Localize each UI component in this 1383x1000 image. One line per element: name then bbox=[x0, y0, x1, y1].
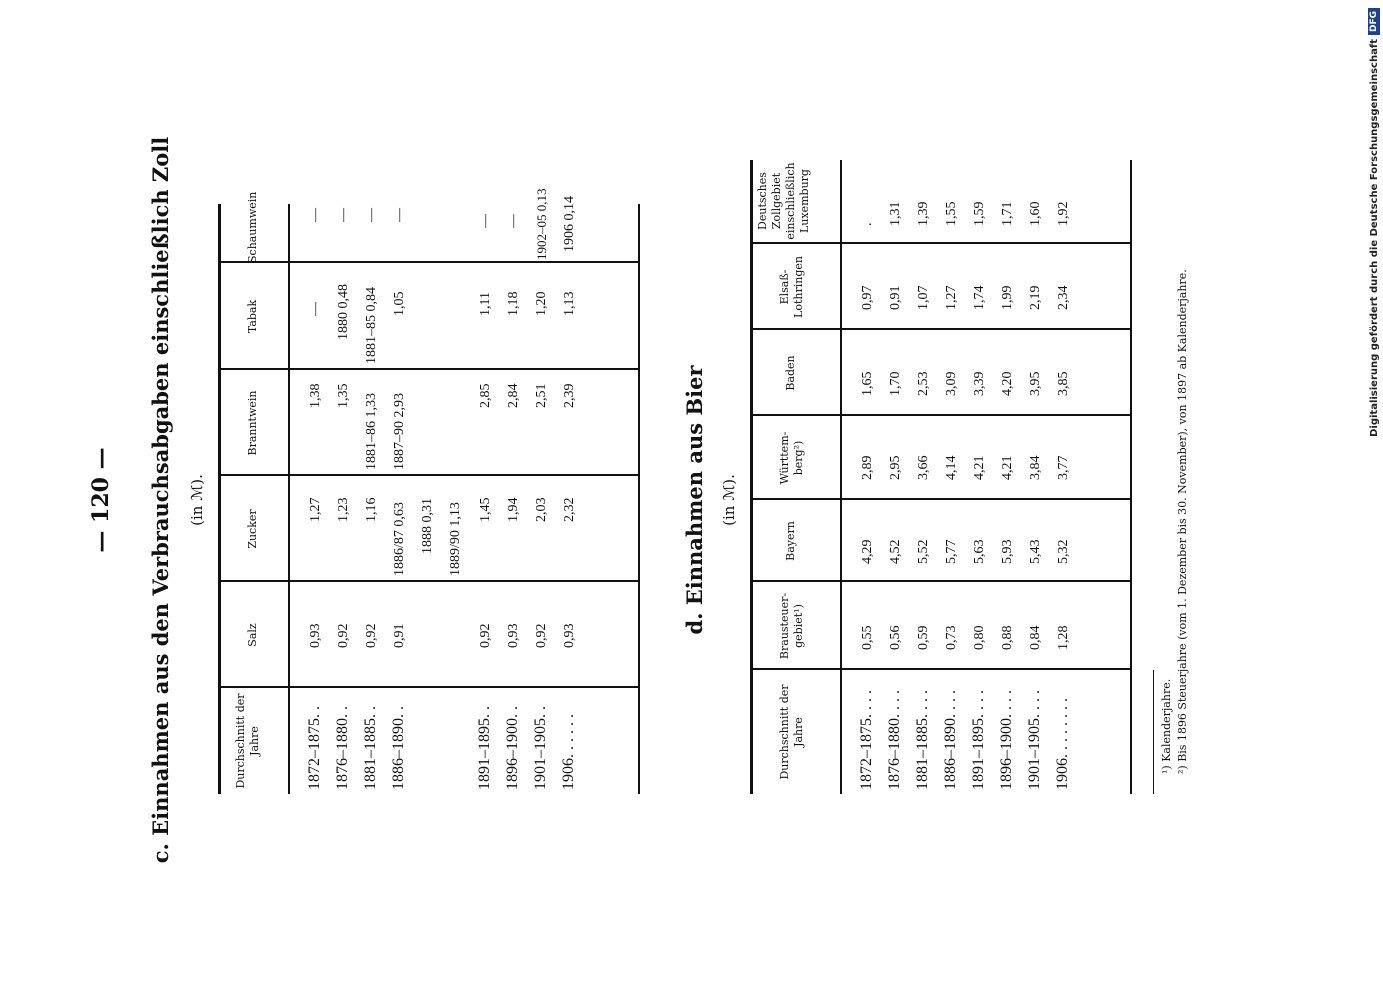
tabak-cell: — bbox=[308, 302, 323, 316]
year-cell: 1876–1880. . bbox=[334, 706, 351, 790]
zucker-cell: 1888 0,31 bbox=[420, 498, 435, 554]
year-cell: 1881–1885. . . . bbox=[914, 690, 931, 790]
table-rule-header bbox=[840, 160, 842, 794]
footnote-rule bbox=[1153, 670, 1154, 794]
schaumwein-cell: 1906 0,14 bbox=[562, 196, 577, 252]
schaumwein-cell: — bbox=[336, 208, 351, 222]
schaumwein-cell: — bbox=[392, 208, 407, 222]
zucker-cell: 1,23 bbox=[336, 497, 351, 522]
value-cell: 5,63 bbox=[972, 539, 987, 564]
value-cell: 0,73 bbox=[944, 625, 959, 650]
watermark-text: Digitalisierung gefördert durch die Deutsche Forschungsgemeinschaft bbox=[1368, 39, 1380, 437]
year-cell: 1881–1885. . bbox=[362, 706, 379, 790]
col-divider bbox=[750, 242, 1132, 244]
branntwein-cell: 1887–90 2,93 bbox=[392, 393, 407, 470]
value-cell: 4,21 bbox=[972, 455, 987, 480]
tabak-cell: 1,05 bbox=[392, 291, 407, 316]
table-rule-bottom bbox=[1130, 160, 1132, 794]
col-divider bbox=[750, 668, 1132, 670]
year-cell: 1896–1900. . bbox=[504, 706, 521, 790]
year-cell: 1872–1875. . bbox=[306, 706, 323, 790]
salz-cell: 0,91 bbox=[392, 623, 407, 648]
value-cell: 3,39 bbox=[972, 371, 987, 396]
value-cell: 5,93 bbox=[1000, 539, 1015, 564]
header-branntwein: Branntwein bbox=[246, 390, 259, 456]
value-cell: 0,84 bbox=[1028, 625, 1043, 650]
salz-cell: 0,92 bbox=[336, 623, 351, 648]
value-cell: 0,55 bbox=[860, 625, 875, 650]
zucker-cell: 2,03 bbox=[534, 497, 549, 522]
value-cell: 1,60 bbox=[1028, 201, 1043, 226]
value-cell: 2,34 bbox=[1056, 285, 1071, 310]
value-cell: 0,88 bbox=[1000, 625, 1015, 650]
value-cell: 3,85 bbox=[1056, 371, 1071, 396]
header-baden: Baden bbox=[784, 355, 797, 391]
value-cell: 3,66 bbox=[916, 455, 931, 480]
value-cell: 0,59 bbox=[916, 625, 931, 650]
section-c-title: c. Einnahmen aus den Verbrauchsabgaben einschließlich Zoll bbox=[148, 136, 173, 864]
value-cell: 5,77 bbox=[944, 539, 959, 564]
schaumwein-cell: — bbox=[308, 208, 323, 222]
salz-cell: 0,92 bbox=[534, 623, 549, 648]
col-divider bbox=[750, 498, 1132, 500]
salz-cell: 0,92 bbox=[478, 623, 493, 648]
zucker-cell: 1,94 bbox=[506, 497, 521, 522]
value-cell: 3,77 bbox=[1056, 455, 1071, 480]
salz-cell: 0,93 bbox=[308, 623, 323, 648]
zucker-cell: 1889/90 1,13 bbox=[448, 502, 463, 576]
value-cell: 4,52 bbox=[888, 539, 903, 564]
footnote-2: ²) Bis 1896 Steuerjahre (vom 1. Dezember bis 30. November), von 1897 ab Kalenderjahre. bbox=[1176, 269, 1189, 774]
value-cell: 1,31 bbox=[888, 201, 903, 226]
value-cell: 1,71 bbox=[1000, 201, 1015, 226]
year-cell: 1906. . . . . . . . bbox=[1054, 698, 1071, 790]
value-cell: 4,14 bbox=[944, 455, 959, 480]
header-salz: Salz bbox=[246, 623, 259, 647]
branntwein-cell: 2,85 bbox=[478, 383, 493, 408]
branntwein-cell: 2,51 bbox=[534, 383, 549, 408]
zucker-cell: 2,32 bbox=[562, 497, 577, 522]
value-cell: 5,32 bbox=[1056, 539, 1071, 564]
value-cell: 1,65 bbox=[860, 371, 875, 396]
header-brausteuergebiet: Brausteuer-gebiet¹) bbox=[778, 592, 805, 660]
col-divider bbox=[750, 328, 1132, 330]
year-cell: 1891–1895. . . . bbox=[970, 690, 987, 790]
branntwein-cell: 1,35 bbox=[336, 383, 351, 408]
value-cell: 1,07 bbox=[916, 285, 931, 310]
value-cell: 1,55 bbox=[944, 201, 959, 226]
value-cell: 4,29 bbox=[860, 539, 875, 564]
col-divider bbox=[750, 414, 1132, 416]
zucker-cell: 1,27 bbox=[308, 497, 323, 522]
salz-cell: 0,93 bbox=[562, 623, 577, 648]
table-rule-top bbox=[750, 160, 753, 794]
header-bayern: Bayern bbox=[784, 521, 797, 561]
col-divider bbox=[750, 580, 1132, 582]
value-cell: 2,95 bbox=[888, 455, 903, 480]
year-cell: 1906. . . . . . bbox=[560, 714, 577, 790]
schaumwein-cell: 1902–05 0,13 bbox=[534, 188, 549, 260]
value-cell: 0,56 bbox=[888, 625, 903, 650]
value-cell: 0,91 bbox=[888, 285, 903, 310]
tabak-cell: 1880 0,48 bbox=[336, 284, 351, 340]
value-cell: 3,95 bbox=[1028, 371, 1043, 396]
year-cell: 1901–1905. . bbox=[532, 706, 549, 790]
schaumwein-cell: — bbox=[364, 208, 379, 222]
value-cell: 1,59 bbox=[972, 201, 987, 226]
salz-cell: 0,92 bbox=[364, 623, 379, 648]
header-zollgebiet: Deutsches Zollgebiet einschließlich Luxemburg bbox=[756, 162, 811, 240]
value-cell: 1,39 bbox=[916, 201, 931, 226]
value-cell: 0,97 bbox=[860, 285, 875, 310]
value-cell: 5,52 bbox=[916, 539, 931, 564]
value-cell: 4,20 bbox=[1000, 371, 1015, 396]
zucker-cell: 1,45 bbox=[478, 497, 493, 522]
tabak-cell: 1,18 bbox=[506, 291, 521, 316]
footnote-1: ¹) Kalenderjahre. bbox=[1160, 678, 1173, 774]
value-cell: 1,74 bbox=[972, 285, 987, 310]
section-c-unit: (in ℳ). bbox=[188, 474, 206, 526]
value-cell: 2,89 bbox=[860, 455, 875, 480]
header-durchschnitt: Durchschnitt der Jahre bbox=[234, 693, 261, 789]
year-cell: 1901–1905. . . . bbox=[1026, 690, 1043, 790]
value-cell: 0,80 bbox=[972, 625, 987, 650]
value-cell: 3,84 bbox=[1028, 455, 1043, 480]
section-d-unit: (in ℳ). bbox=[720, 474, 738, 526]
year-cell: 1891–1895. . bbox=[476, 706, 493, 790]
header-wuerttemberg: Württem-berg²) bbox=[778, 431, 805, 485]
value-cell: 5,43 bbox=[1028, 539, 1043, 564]
dfg-logo-icon: DFG bbox=[1368, 8, 1380, 35]
header-zucker: Zucker bbox=[246, 509, 259, 549]
section-d-title: d. Einnahmen aus Bier bbox=[682, 365, 707, 635]
tabak-cell: 1881–85 0,84 bbox=[364, 287, 379, 364]
value-cell: 1,92 bbox=[1056, 201, 1071, 226]
header-tabak: Tabak bbox=[246, 299, 259, 334]
zucker-cell: 1886/87 0,63 bbox=[392, 502, 407, 576]
branntwein-cell: 2,39 bbox=[562, 383, 577, 408]
zucker-cell: 1,16 bbox=[364, 497, 379, 522]
schaumwein-cell: — bbox=[506, 214, 521, 228]
year-cell: 1886–1890. . . . bbox=[942, 690, 959, 790]
year-cell: 1872–1875. . . . bbox=[858, 690, 875, 790]
branntwein-cell: 2,84 bbox=[506, 383, 521, 408]
value-cell: 1,27 bbox=[944, 285, 959, 310]
header-schaumwein: Schaumwein bbox=[246, 191, 259, 263]
value-cell: 1,70 bbox=[888, 371, 903, 396]
year-cell: 1876–1880. . . . bbox=[886, 690, 903, 790]
tabak-cell: 1,13 bbox=[562, 291, 577, 316]
page-number: — 120 — bbox=[88, 447, 114, 553]
year-cell: 1896–1900. . . . bbox=[998, 690, 1015, 790]
branntwein-cell: 1881–86 1,33 bbox=[364, 393, 379, 470]
value-cell: 2,19 bbox=[1028, 285, 1043, 310]
tabak-cell: 1,11 bbox=[478, 292, 493, 316]
value-cell: 3,09 bbox=[944, 371, 959, 396]
tabak-cell: 1,20 bbox=[534, 291, 549, 316]
branntwein-cell: 1,38 bbox=[308, 383, 323, 408]
schaumwein-cell: — bbox=[478, 214, 493, 228]
value-cell: 1,99 bbox=[1000, 285, 1015, 310]
value-cell: 4,21 bbox=[1000, 455, 1015, 480]
header-durchschnitt: Durchschnitt der Jahre bbox=[778, 684, 805, 780]
header-elsass-lothringen: Elsaß-Lothringen bbox=[778, 256, 805, 318]
value-cell: 2,53 bbox=[916, 371, 931, 396]
dfg-watermark bbox=[1364, 8, 1383, 437]
salz-cell: 0,93 bbox=[506, 623, 521, 648]
year-cell: 1886–1890. . bbox=[390, 706, 407, 790]
value-cell: . bbox=[860, 222, 875, 226]
value-cell: 1,28 bbox=[1056, 625, 1071, 650]
